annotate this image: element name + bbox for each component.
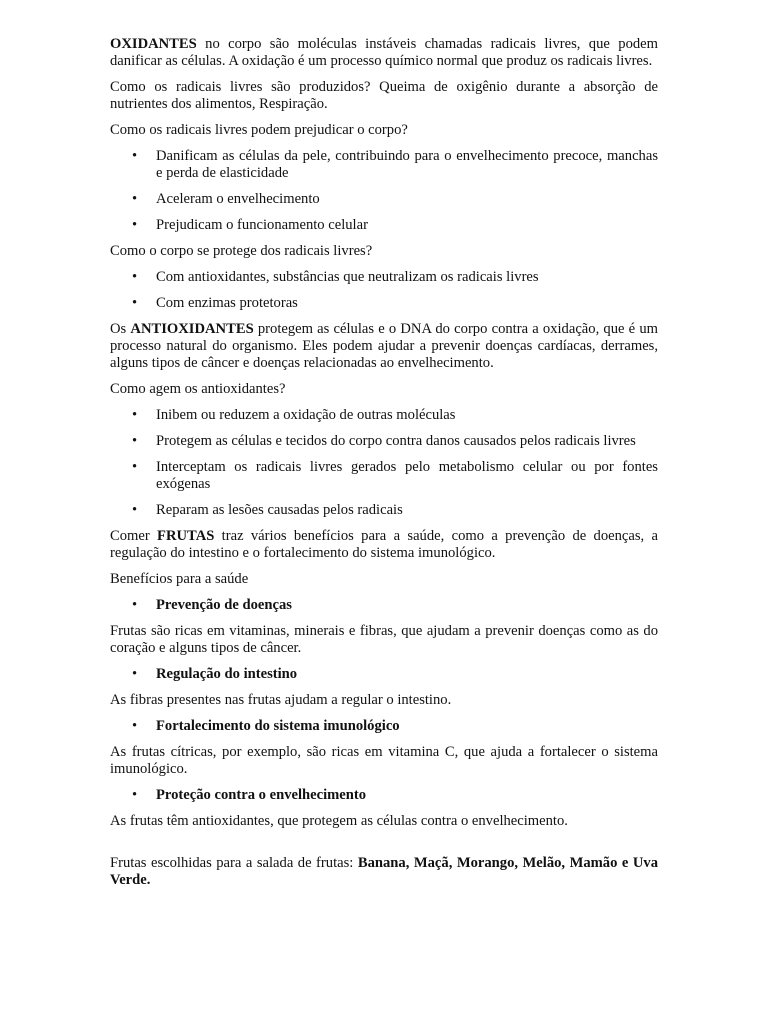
list-benefit-4 (110, 787, 658, 804)
paragraph-text: protegem as células e o DNA do corpo contra a oxidação, que é um processo natural do organismo. Eles podem ajudar a prevenir doenças cardíacas, derrames, alguns tipos de câncer e doenças relacionadas ao envelhecimento. (110, 321, 659, 371)
list-item (110, 295, 658, 312)
list-item-text: Aceleram o envelhecimento (156, 191, 320, 207)
list-benefit-3 (110, 718, 658, 735)
list-item-text: Inibem ou reduzem a oxidação de outras moléculas (156, 407, 456, 423)
list-item-text: Com enzimas protetoras (156, 295, 298, 311)
list-item (110, 597, 658, 614)
list-item (110, 787, 658, 804)
document-page (110, 36, 658, 898)
paragraph-benefit-1: Frutas são ricas em vitaminas, minerais e fibras, que ajudam a prevenir doenças como as do coração e alguns tipos de câncer. (110, 623, 658, 656)
bullet-icon: • (132, 718, 138, 734)
bullet-icon: • (132, 433, 138, 449)
paragraph-benefit-4: As frutas têm antioxidantes, que protegem as células contra o envelhecimento. (110, 813, 568, 829)
paragraph-text: Frutas escolhidas para a salada de frutas: (110, 855, 358, 871)
paragraph-text: traz vários benefícios para a saúde, como a prevenção de doenças, a regulação do intestino e o fortalecimento do sistema imunológico. (110, 528, 658, 561)
list-item-text: Interceptam os radicais livres gerados pelo metabolismo celular ou por fontes exógenas (156, 459, 658, 492)
benefit-heading: Prevenção de doenças (156, 597, 292, 613)
spacer (110, 839, 658, 855)
paragraph-producao: Como os radicais livres são produzidos? Queima de oxigênio durante a absorção de nutrientes dos alimentos, Respiração. (110, 79, 658, 112)
paragraph-text: no corpo são moléculas instáveis chamadas radicais livres, que podem danificar as células. A oxidação é um processo químico normal que produz os radicais livres. (110, 36, 658, 69)
bullet-icon: • (132, 787, 138, 803)
paragraph-antioxidantes (110, 321, 658, 372)
paragraph-salada (110, 855, 658, 889)
list-item (110, 217, 658, 234)
paragraph-benefit-3: As frutas cítricas, por exemplo, são ricas em vitamina C, que ajuda a fortalecer o sistema imunológico. (110, 744, 658, 777)
paragraph-question-action: Como agem os antioxidantes? (110, 381, 286, 397)
paragraph-text: Os (110, 321, 131, 337)
list-item-text: Prejudicam o funcionamento celular (156, 217, 368, 233)
bullet-icon: • (132, 217, 138, 233)
bullet-icon: • (132, 502, 138, 518)
paragraph-question-protect: Como o corpo se protege dos radicais livres? (110, 243, 373, 259)
benefit-heading: Fortalecimento do sistema imunológico (156, 718, 400, 734)
bullet-icon: • (132, 295, 138, 311)
bullet-icon: • (132, 407, 138, 423)
benefit-heading: Proteção contra o envelhecimento (156, 787, 367, 803)
term-antioxidantes: ANTIOXIDANTES (130, 321, 254, 337)
list-item (110, 666, 658, 683)
paragraph-text: Comer (110, 528, 158, 544)
list-item-text: Com antioxidantes, substâncias que neutralizam os radicais livres (156, 269, 539, 285)
list-item (110, 269, 658, 286)
list-item (110, 502, 658, 519)
bullet-icon: • (132, 148, 138, 164)
term-frutas: FRUTAS (157, 528, 215, 544)
bullet-icon: • (132, 597, 138, 613)
paragraph-benefit-2: As fibras presentes nas frutas ajudam a regular o intestino. (110, 692, 452, 708)
term-oxidantes: OXIDANTES (110, 36, 197, 52)
list-item (110, 407, 658, 424)
bullet-icon: • (132, 191, 138, 207)
paragraph-oxidantes (110, 36, 658, 70)
bullet-icon: • (132, 269, 138, 285)
bullet-icon: • (132, 459, 138, 475)
list-item (110, 718, 658, 735)
list-action (110, 407, 658, 519)
list-item-text: Protegem as células e tecidos do corpo contra danos causados pelos radicais livres (156, 433, 636, 449)
list-item (110, 148, 658, 182)
paragraph-beneficios-heading: Benefícios para a saúde (110, 571, 249, 587)
benefit-heading: Regulação do intestino (156, 666, 298, 682)
paragraph-frutas (110, 528, 658, 562)
list-protect (110, 269, 658, 312)
bullet-icon: • (132, 666, 138, 682)
list-benefit-1 (110, 597, 658, 614)
paragraph-question-harm: Como os radicais livres podem prejudicar o corpo? (110, 122, 408, 138)
list-item (110, 191, 658, 208)
list-benefit-2 (110, 666, 658, 683)
list-item-text: Reparam as lesões causadas pelos radicais (156, 502, 403, 518)
list-item (110, 459, 658, 493)
list-harm (110, 148, 658, 234)
fruit-list: Banana, Maçã, Morango, Melão, Mamão e Uva Verde. (110, 855, 658, 888)
list-item-text: Danificam as células da pele, contribuindo para o envelhecimento precoce, manchas e perda de elasticidade (156, 148, 658, 181)
list-item (110, 433, 658, 450)
